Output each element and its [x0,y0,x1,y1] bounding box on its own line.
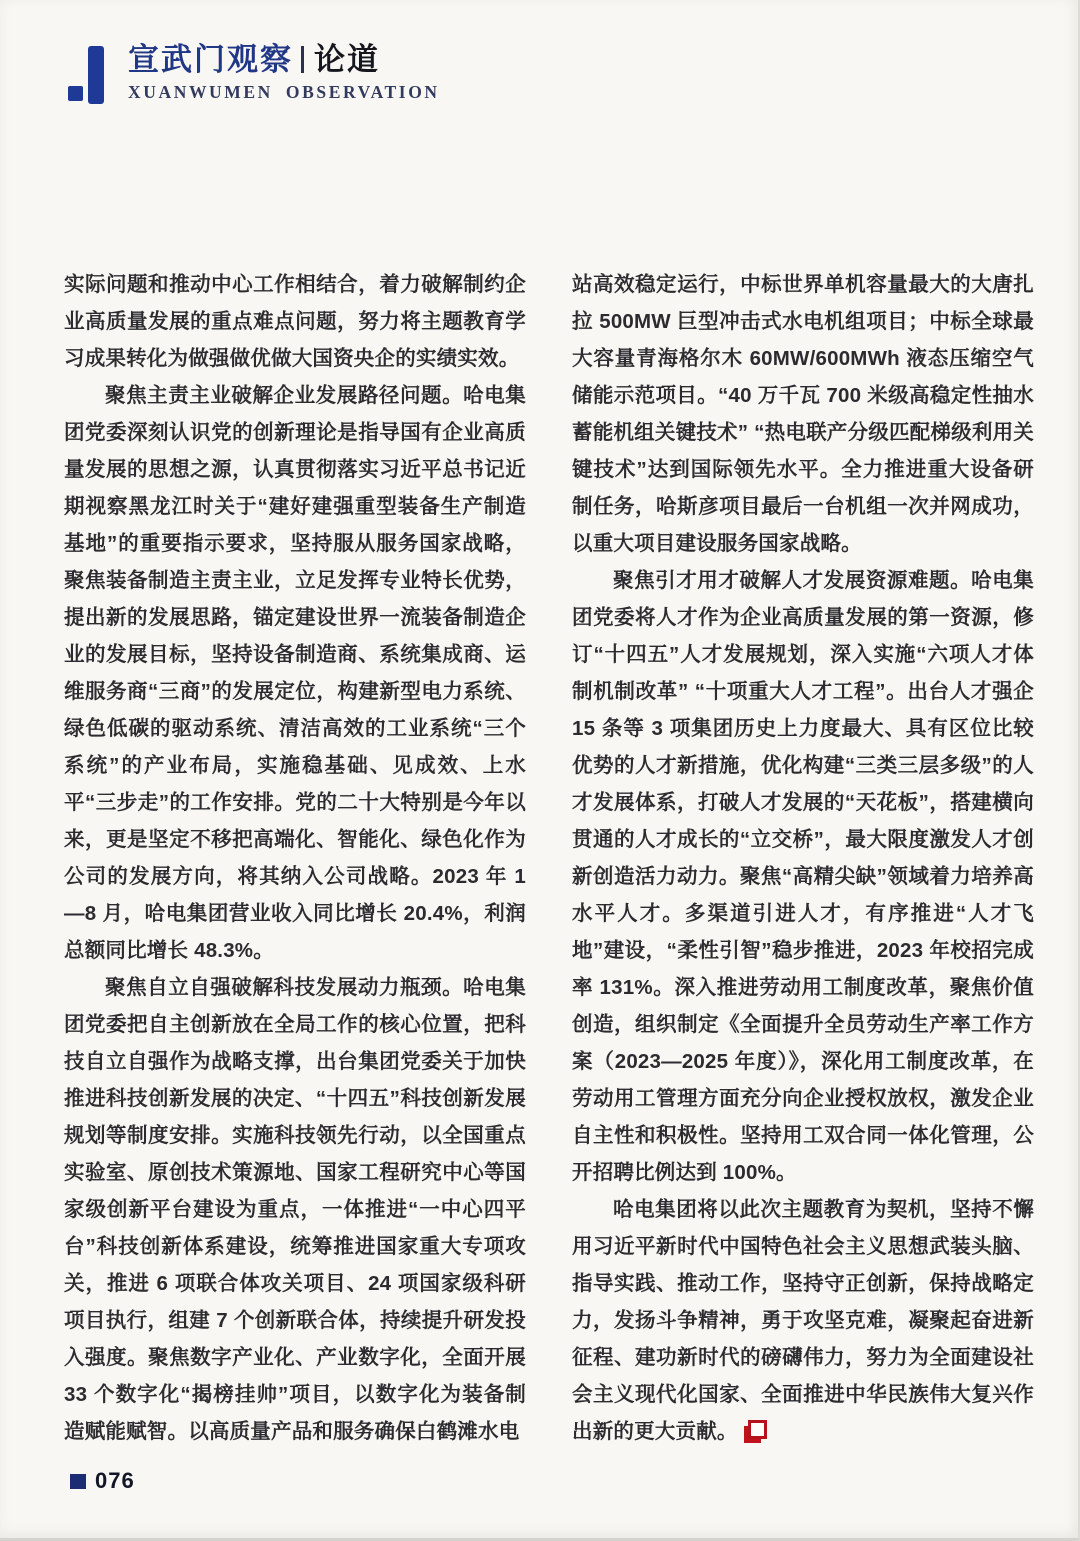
page-footer [70,1468,135,1494]
paragraph [572,562,1034,1191]
paragraph-text: 实际问题和推动中心工作相结合，着力破解制约企业高质量发展的重点难点问题，努力将主题教育学习成果转化为做强做优做大国资央企的实绩实效。 [64,273,526,370]
logo-small-square [68,86,83,101]
end-of-article-icon [748,1420,767,1439]
blue-bars-logo-icon [68,44,112,106]
paragraph [64,266,526,377]
title-divider [301,46,304,73]
page-header [68,44,440,106]
english-subtitle: XUANWUMEN OBSERVATION [128,82,440,102]
page-number: 076 [95,1468,135,1493]
paragraph [64,377,526,969]
paragraph [64,969,526,1450]
column-brand-title: 宣武门观察 [128,42,293,77]
paragraph [572,1191,1034,1450]
paragraph-text: 哈电集团将以此次主题教育为契机，坚持不懈用习近平新时代中国特色社会主义思想武装头脑、指导实践、推动工作，坚持守正创新，保持战略定力，发扬斗争精神，勇于攻坚克难，凝聚起奋进新征程、建功新时代的磅礴伟力，努力为全面建设社会主义现代化国家、全面推进中华民族伟大复兴作出新的更大贡献。 [572,1198,1034,1443]
paragraph-text: 聚焦自立自强破解科技发展动力瓶颈。哈电集团党委把自主创新放在全局工作的核心位置，把科技自立自强作为战略支撑，出台集团党委关于加快推进科技创新发展的决定、“十四五”科技创新发展规划等制度安排。实施科技领先行动，以全国重点实验室、原创技术策源地、国家工程研究中心等国家级创新平台建设为重点，一体推进“一中心四平台”科技创新体系建设，统筹推进国家重大专项攻关，推进 6 项联合体攻关项目、24 项国家级科研项目执行，组建 7 个创新联合体，持续提升研发投入强度。聚焦数字产业化、产业数字化，全面开展 33 个数字化“揭榜挂帅”项目，以数字化为装备制造赋能赋智。以高质量产品和服务确保白鹤滩水电 [64,976,526,1443]
navy-square-bullet-icon [70,1474,86,1489]
paragraph-text: 聚焦引才用才破解人才发展资源难题。哈电集团党委将人才作为企业高质量发展的第一资源，修订“十四五”人才发展规划，深入实施“六项人才体制机制改革” “十项重大人才工程”。出台人才强企 15 条等 3 项集团历史上力度最大、具有区位比较优势的人才新措施，优化构建“三类三层多级”的人才发展体系，打破人才发展的“天花板”，搭建横向贯通的人才成长的“立交桥”，最大限度激发人才创新创造活力动力。聚焦“高精尖缺”领域着力培养高水平人才。多渠道引进人才，有序推进“人才飞地”建设，“柔性引智”稳步推进，2023 年校招完成率 131%。深入推进劳动用工制度改革，聚焦价值创造，组织制定《全面提升全员劳动生产率工作方案（2023—2025 年度）》，深化用工制度改革，在劳动用工管理方面充分向企业授权放权，激发企业自主性和积极性。坚持用工双合同一体化管理，公开招聘比例达到 100%。 [572,569,1034,1184]
column-title-line [128,44,440,75]
paragraph-text: 站高效稳定运行，中标世界单机容量最大的大唐扎拉 500MW 巨型冲击式水电机组项目；中标全球最大容量青海格尔木 60MW/600MWh 液态压缩空气储能示范项目。“40 万千瓦 700 米级高稳定性抽水蓄能机组关键技术” “热电联产分级匹配梯级利用关键技术”达到国际领先水平。全力推进重大设备研制任务，哈斯彦项目最后一台机组一次并网成功，以重大项目建设服务国家战略。 [572,273,1034,555]
column-section-title: 论道 [314,42,380,77]
logo-tall-bar [88,46,104,104]
paragraph [572,266,1034,562]
left-column [64,266,526,1450]
paragraph-text: 聚焦主责主业破解企业发展路径问题。哈电集团党委深刻认识党的创新理论是指导国有企业高质量发展的思想之源，认真贯彻落实习近平总书记近期视察黑龙江时关于“建好建强重型装备生产制造基地”的重要指示要求，坚持服从服务国家战略，聚焦装备制造主责主业，立足发挥专业特长优势，提出新的发展思路，锚定建设世界一流装备制造企业的发展目标，坚持设备制造商、系统集成商、运维服务商“三商”的发展定位，构建新型电力系统、绿色低碳的驱动系统、清洁高效的工业系统“三个系统”的产业布局，实施稳基础、见成效、上水平“三步走”的工作安排。党的二十大特别是今年以来，更是坚定不移把高端化、智能化、绿色化作为公司的发展方向，将其纳入公司战略。2023 年 1—8 月，哈电集团营业收入同比增长 20.4%，利润总额同比增长 48.3%。 [64,384,526,962]
article-body [64,266,1034,1450]
header-titles [128,44,440,103]
right-column [572,266,1034,1450]
